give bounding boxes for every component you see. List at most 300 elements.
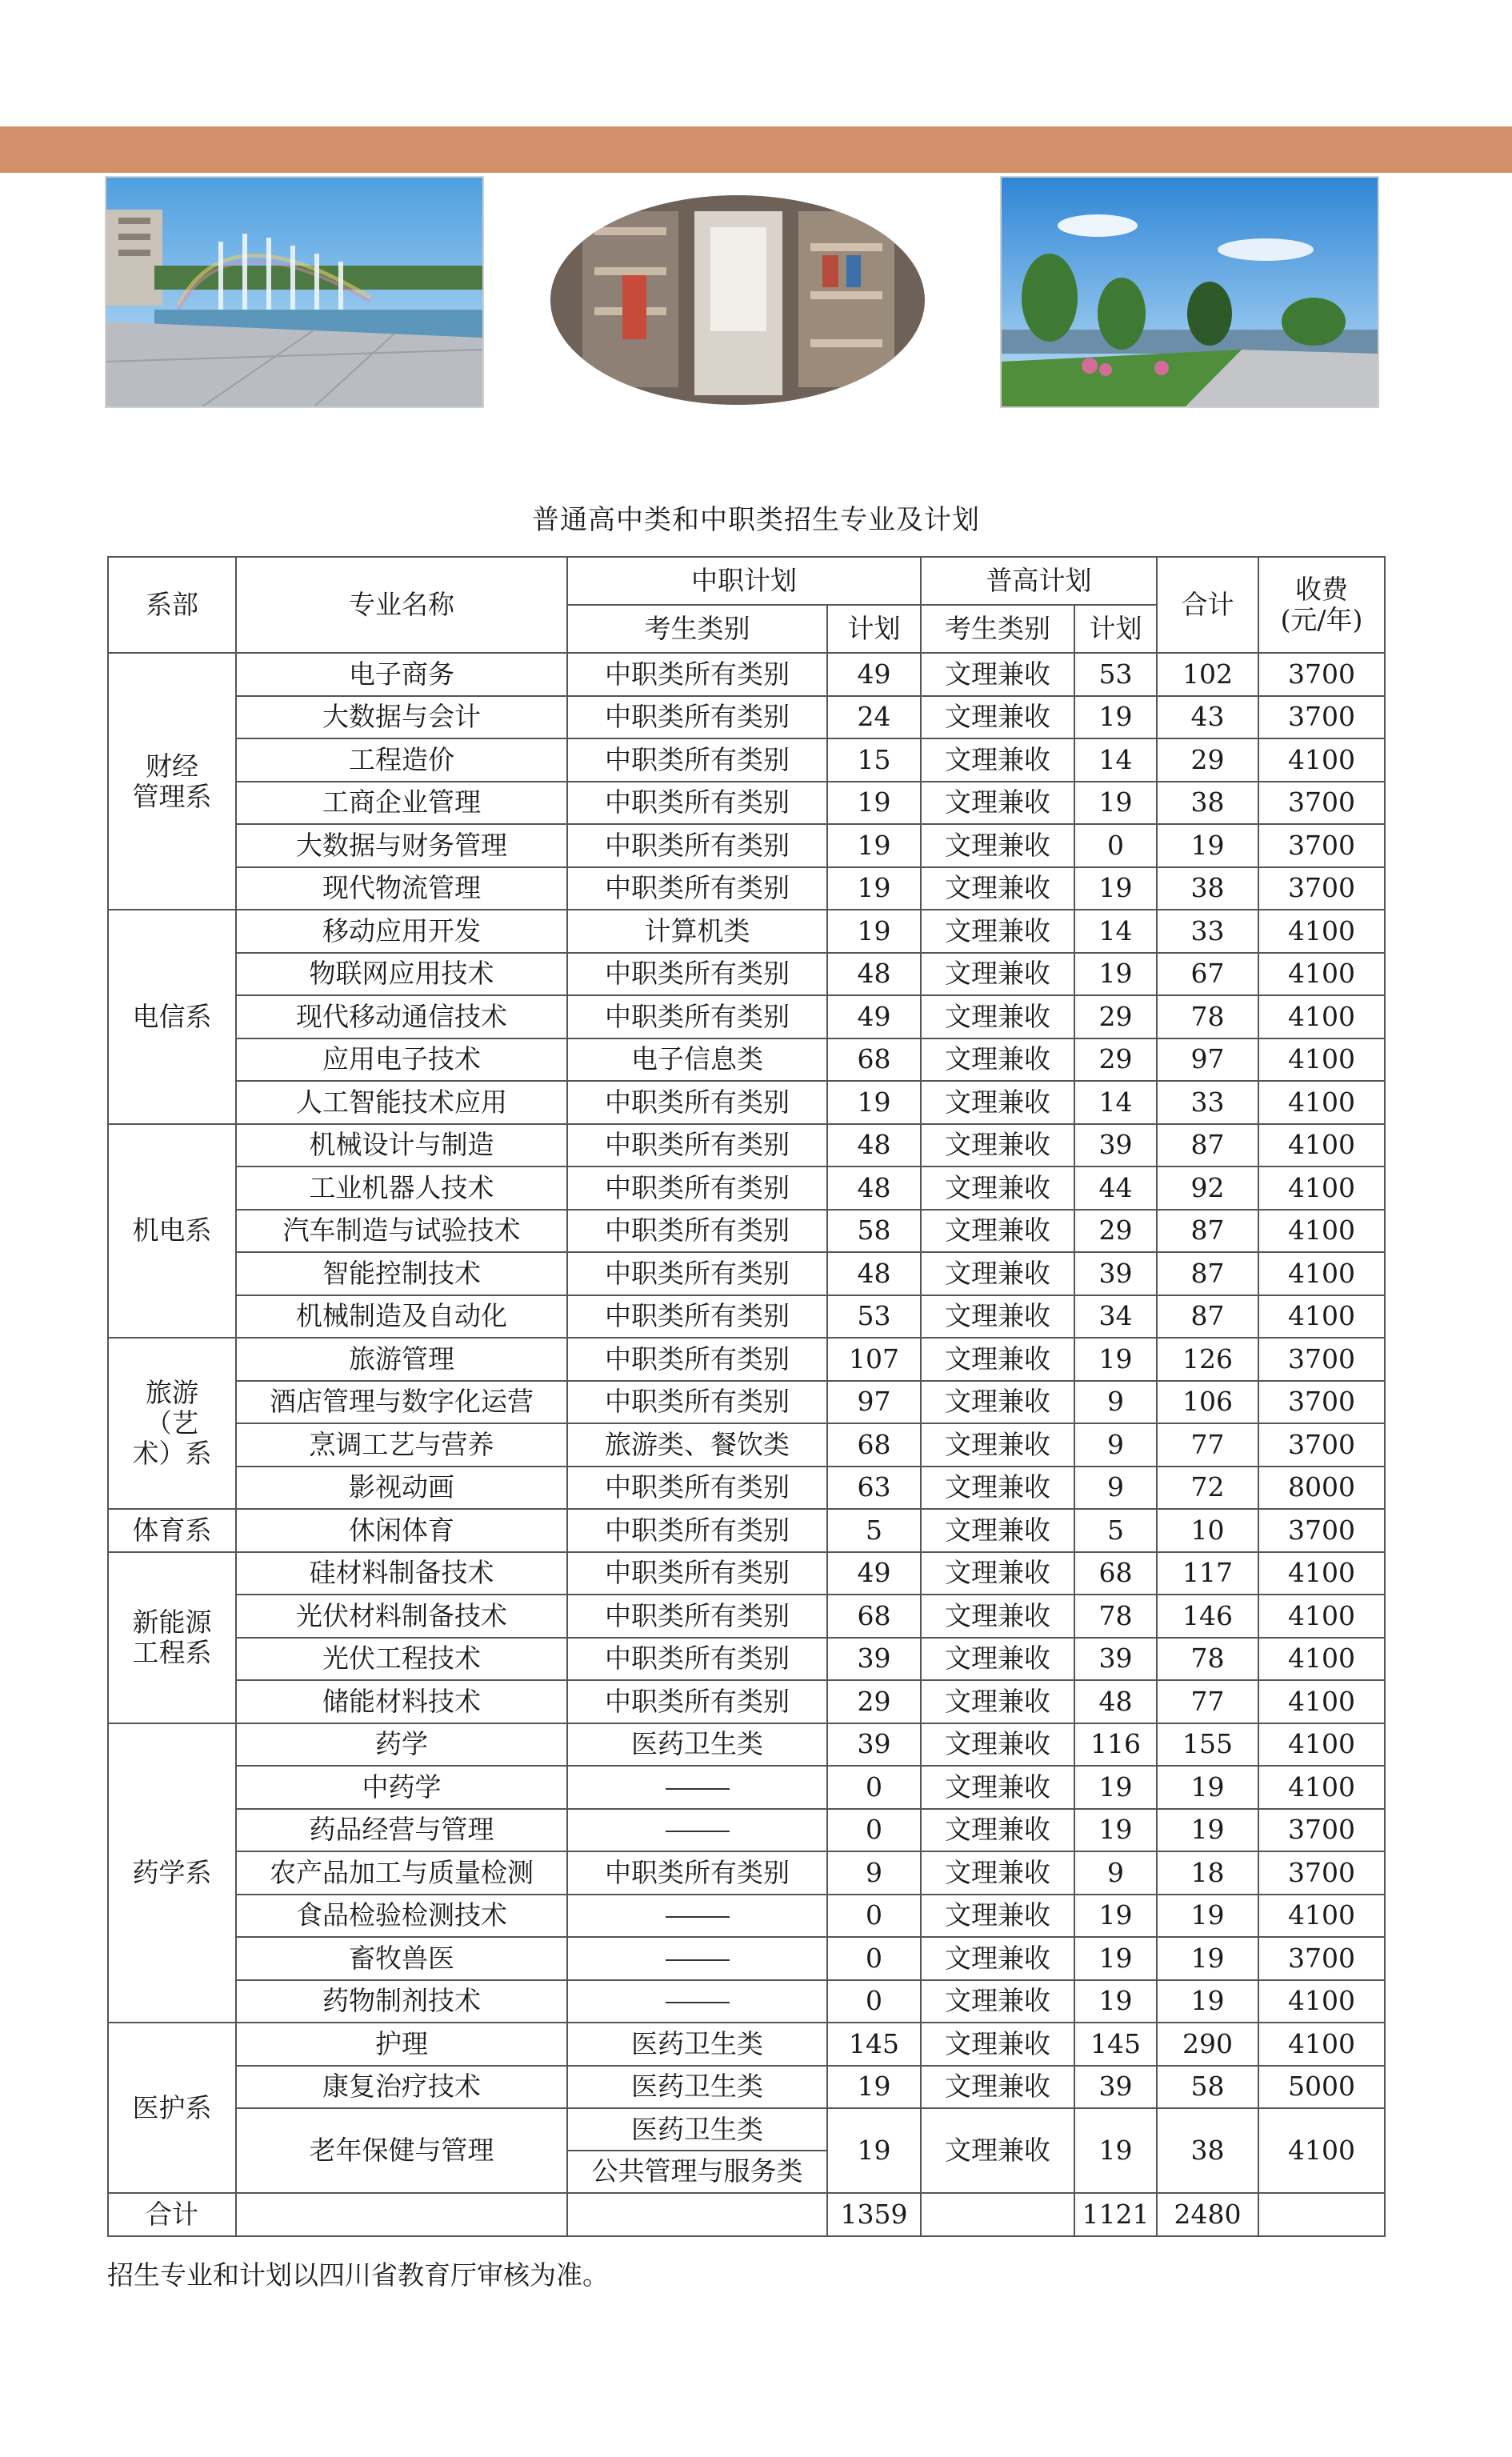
dept-name-line: 体育系 xyxy=(132,1514,212,1546)
zz-plan-cell: 53 xyxy=(827,1295,921,1339)
candidate-type-cell: 中职类所有类别 xyxy=(567,1295,827,1339)
major-cell: 物联网应用技术 xyxy=(236,953,567,996)
major-cell: 应用电子技术 xyxy=(236,1038,567,1082)
fee-cell: 4100 xyxy=(1258,1124,1385,1167)
pg-type-cell: 文理兼收 xyxy=(921,1338,1074,1381)
dept-name-line: 医护系 xyxy=(132,2091,212,2123)
candidate-type-cell: 中职类所有类别 xyxy=(567,696,827,739)
pg-type-cell: 文理兼收 xyxy=(921,1166,1074,1210)
major-cell: 护理 xyxy=(236,2023,567,2066)
dept-name-line: 旅游 xyxy=(146,1377,198,1409)
fee-cell: 4100 xyxy=(1258,1638,1385,1681)
major-cell: 烹调工艺与营养 xyxy=(236,1423,567,1467)
total-cell: 33 xyxy=(1157,910,1258,953)
header-dept: 系部 xyxy=(108,557,236,653)
total-cell: 72 xyxy=(1157,1467,1258,1510)
candidate-type-cell xyxy=(567,1895,827,1938)
zz-plan-cell: 49 xyxy=(827,1552,921,1595)
zz-plan-cell: 0 xyxy=(827,1895,921,1938)
pg-type-cell: 文理兼收 xyxy=(921,953,1074,996)
pg-type-cell: 文理兼收 xyxy=(921,1252,1074,1295)
pg-plan-cell: 78 xyxy=(1074,1595,1157,1638)
candidate-type-cell: 中职类所有类别 xyxy=(567,1509,827,1552)
zz-plan-cell: 145 xyxy=(827,2023,921,2066)
pg-type-cell: 文理兼收 xyxy=(921,696,1074,739)
pg-type-cell: 文理兼收 xyxy=(921,824,1074,867)
major-cell: 工业机器人技术 xyxy=(236,1166,567,1210)
total-cell: 19 xyxy=(1157,1766,1258,1809)
pg-plan-cell: 19 xyxy=(1074,1766,1157,1809)
fee-cell: 3700 xyxy=(1258,782,1385,825)
total-cell: 78 xyxy=(1157,995,1258,1038)
total-cell: 155 xyxy=(1157,1723,1258,1767)
pg-type-cell: 文理兼收 xyxy=(921,1680,1074,1723)
dash-placeholder xyxy=(666,1916,730,1918)
total-cell: 78 xyxy=(1157,1638,1258,1681)
fee-cell: 4100 xyxy=(1258,1166,1385,1210)
header-fee-line2: (元/年) xyxy=(1280,604,1363,635)
header-candidate-type: 考生类别 xyxy=(567,605,827,653)
pg-plan-cell: 19 xyxy=(1074,696,1157,739)
pg-plan-cell: 14 xyxy=(1074,910,1157,953)
pg-type-cell: 文理兼收 xyxy=(921,867,1074,910)
pg-plan-cell: 19 xyxy=(1074,867,1157,910)
total-cell: 117 xyxy=(1157,1552,1258,1595)
total-cell: 38 xyxy=(1157,2108,1258,2193)
candidate-type-cell: 中职类所有类别 xyxy=(567,1638,827,1681)
major-cell: 老年保健与管理 xyxy=(236,2108,567,2193)
major-cell: 电子商务 xyxy=(236,653,567,696)
pg-type-cell: 文理兼收 xyxy=(921,1467,1074,1510)
table-row xyxy=(108,1467,1385,1510)
dormitory-photo xyxy=(550,195,925,405)
major-cell: 工商企业管理 xyxy=(236,782,567,825)
total-cell: 97 xyxy=(1157,1038,1258,1082)
pg-plan-cell: 44 xyxy=(1074,1166,1157,1210)
major-cell: 食品检验检测技术 xyxy=(236,1895,567,1938)
table-row xyxy=(108,1937,1385,1980)
zz-plan-cell: 19 xyxy=(827,910,921,953)
pg-type-cell: 文理兼收 xyxy=(921,1937,1074,1980)
fee-cell: 4100 xyxy=(1258,1595,1385,1638)
totals-pg-plan: 1121 xyxy=(1074,2193,1157,2236)
major-cell: 酒店管理与数字化运营 xyxy=(236,1381,567,1424)
candidate-type-cell: 医药卫生类 xyxy=(567,2066,827,2109)
footnote: 招生专业和计划以四川省教育厅审核为准。 xyxy=(107,2259,609,2291)
candidate-type-cell: 电子信息类 xyxy=(567,1038,827,1082)
table-row xyxy=(108,738,1385,782)
total-cell: 290 xyxy=(1157,2023,1258,2066)
pg-type-cell: 文理兼收 xyxy=(921,1809,1074,1852)
zz-plan-cell: 48 xyxy=(827,1124,921,1167)
pg-type-cell: 文理兼收 xyxy=(921,1210,1074,1253)
fee-cell: 5000 xyxy=(1258,2066,1385,2109)
totals-row xyxy=(108,2193,1385,2236)
table-row xyxy=(108,1423,1385,1467)
pg-type-cell: 文理兼收 xyxy=(921,1295,1074,1339)
zz-plan-cell: 48 xyxy=(827,1166,921,1210)
pg-plan-cell: 39 xyxy=(1074,1252,1157,1295)
total-cell: 87 xyxy=(1157,1124,1258,1167)
major-cell: 现代物流管理 xyxy=(236,867,567,910)
fee-cell: 4100 xyxy=(1258,1552,1385,1595)
candidate-type-cell: 中职类所有类别 xyxy=(567,1381,827,1424)
candidate-type-cell: 中职类所有类别 xyxy=(567,1252,827,1295)
total-cell: 38 xyxy=(1157,867,1258,910)
zz-plan-cell: 19 xyxy=(827,824,921,867)
fee-cell: 4100 xyxy=(1258,2108,1385,2193)
table-row xyxy=(108,1723,1385,1767)
fee-cell: 4100 xyxy=(1258,1680,1385,1723)
major-cell: 畜牧兽医 xyxy=(236,1937,567,1980)
pg-plan-cell: 39 xyxy=(1074,2066,1157,2109)
total-cell: 102 xyxy=(1157,653,1258,696)
table-row xyxy=(108,1980,1385,2023)
fee-cell: 4100 xyxy=(1258,1038,1385,1082)
total-cell: 92 xyxy=(1157,1166,1258,1210)
pg-plan-cell: 9 xyxy=(1074,1381,1157,1424)
table-row xyxy=(108,1638,1385,1681)
major-cell: 现代移动通信技术 xyxy=(236,995,567,1038)
total-cell: 33 xyxy=(1157,1081,1258,1124)
dash-placeholder xyxy=(666,1788,730,1790)
zz-plan-cell: 0 xyxy=(827,1980,921,2023)
pg-plan-cell: 48 xyxy=(1074,1680,1157,1723)
pg-type-cell: 文理兼收 xyxy=(921,2066,1074,2109)
table-row xyxy=(108,1124,1385,1167)
table-row xyxy=(108,1851,1385,1895)
header-band xyxy=(0,126,1512,173)
major-cell: 智能控制技术 xyxy=(236,1252,567,1295)
dept-name-line: 电信系 xyxy=(132,1000,212,1032)
candidate-type-line: 医药卫生类 xyxy=(631,2114,763,2145)
dept-cell xyxy=(108,1509,236,1552)
candidate-type-cell xyxy=(567,1980,827,2023)
total-cell: 126 xyxy=(1157,1338,1258,1381)
pg-type-cell: 文理兼收 xyxy=(921,2108,1074,2193)
table-row xyxy=(108,782,1385,825)
fee-cell: 4100 xyxy=(1258,1252,1385,1295)
pg-plan-cell: 29 xyxy=(1074,1210,1157,1253)
fee-cell: 4100 xyxy=(1258,1723,1385,1767)
fee-cell: 3700 xyxy=(1258,1937,1385,1980)
pg-plan-cell: 19 xyxy=(1074,1809,1157,1852)
table-body xyxy=(108,653,1385,2193)
fee-cell: 3700 xyxy=(1258,1851,1385,1895)
dept-name-line: 机电系 xyxy=(132,1214,212,1247)
candidate-type-cell: 中职类所有类别 xyxy=(567,738,827,782)
fee-cell: 4100 xyxy=(1258,1895,1385,1938)
candidate-type-cell: 中职类所有类别 xyxy=(567,953,827,996)
dept-name-line: 新能源 xyxy=(132,1606,212,1638)
zz-plan-cell: 9 xyxy=(827,1851,921,1895)
pg-plan-cell: 19 xyxy=(1074,782,1157,825)
major-cell: 光伏材料制备技术 xyxy=(236,1595,567,1638)
table-row xyxy=(108,1081,1385,1124)
major-cell: 药学 xyxy=(236,1723,567,1767)
pg-type-cell: 文理兼收 xyxy=(921,1595,1074,1638)
candidate-type-cell xyxy=(567,2108,827,2193)
candidate-type-cell xyxy=(567,1809,827,1852)
totals-total: 2480 xyxy=(1157,2193,1258,2236)
pg-plan-cell: 19 xyxy=(1074,1338,1157,1381)
pg-type-cell: 文理兼收 xyxy=(921,1723,1074,1767)
total-cell: 87 xyxy=(1157,1210,1258,1253)
table-row xyxy=(108,1210,1385,1253)
zz-plan-cell: 24 xyxy=(827,696,921,739)
table-row xyxy=(108,2108,1385,2193)
candidate-type-cell: 中职类所有类别 xyxy=(567,782,827,825)
table-row xyxy=(108,1295,1385,1339)
table-row xyxy=(108,910,1385,953)
zz-plan-cell: 97 xyxy=(827,1381,921,1424)
totals-zz-plan: 1359 xyxy=(827,2193,921,2236)
major-cell: 工程造价 xyxy=(236,738,567,782)
pg-plan-cell: 19 xyxy=(1074,1980,1157,2023)
candidate-type-cell: 计算机类 xyxy=(567,910,827,953)
fee-cell: 3700 xyxy=(1258,824,1385,867)
zz-plan-cell: 19 xyxy=(827,782,921,825)
major-cell: 影视动画 xyxy=(236,1467,567,1510)
candidate-type-cell: 中职类所有类别 xyxy=(567,1210,827,1253)
zz-plan-cell: 39 xyxy=(827,1723,921,1767)
header-total: 合计 xyxy=(1157,557,1258,653)
pg-plan-cell: 9 xyxy=(1074,1467,1157,1510)
zz-plan-cell: 49 xyxy=(827,995,921,1038)
pg-plan-cell: 9 xyxy=(1074,1851,1157,1895)
fee-cell: 4100 xyxy=(1258,1295,1385,1339)
header-plan-2: 计划 xyxy=(1074,605,1157,653)
pg-plan-cell: 0 xyxy=(1074,824,1157,867)
zz-plan-cell: 0 xyxy=(827,1809,921,1852)
zz-plan-cell: 19 xyxy=(827,867,921,910)
table-row xyxy=(108,1595,1385,1638)
candidate-type-cell: 中职类所有类别 xyxy=(567,1081,827,1124)
header-fee xyxy=(1258,557,1385,653)
totals-empty-type-2 xyxy=(921,2193,1074,2236)
total-cell: 19 xyxy=(1157,1980,1258,2023)
pg-type-cell: 文理兼收 xyxy=(921,653,1074,696)
candidate-type-cell: 中职类所有类别 xyxy=(567,995,827,1038)
dept-name-line: 财经 xyxy=(146,750,198,782)
pg-plan-cell: 116 xyxy=(1074,1723,1157,1767)
pg-type-cell: 文理兼收 xyxy=(921,738,1074,782)
dash-placeholder xyxy=(666,2002,730,2003)
fee-cell: 4100 xyxy=(1258,1766,1385,1809)
pg-plan-cell: 145 xyxy=(1074,2023,1157,2066)
major-cell: 药品经营与管理 xyxy=(236,1809,567,1852)
dept-cell xyxy=(108,1124,236,1339)
dept-name-line: 药学系 xyxy=(132,1856,212,1888)
candidate-type-cell: 中职类所有类别 xyxy=(567,1680,827,1723)
fee-cell: 4100 xyxy=(1258,1980,1385,2023)
dept-cell xyxy=(108,1552,236,1723)
zz-plan-cell: 19 xyxy=(827,1081,921,1124)
table-row xyxy=(108,696,1385,739)
pg-type-cell: 文理兼收 xyxy=(921,1081,1074,1124)
fee-cell: 3700 xyxy=(1258,1423,1385,1467)
header-zhongzhi-plan: 中职计划 xyxy=(567,557,921,605)
fee-cell: 4100 xyxy=(1258,995,1385,1038)
totals-empty-major xyxy=(236,2193,567,2236)
pg-type-cell: 文理兼收 xyxy=(921,1038,1074,1082)
total-cell: 19 xyxy=(1157,1895,1258,1938)
major-cell: 移动应用开发 xyxy=(236,910,567,953)
fee-cell: 4100 xyxy=(1258,2023,1385,2066)
totals-empty-type xyxy=(567,2193,827,2236)
dept-name-line: （艺 xyxy=(146,1407,198,1439)
pg-type-cell: 文理兼收 xyxy=(921,1638,1074,1681)
table-row xyxy=(108,1766,1385,1809)
candidate-type-cell: 中职类所有类别 xyxy=(567,1552,827,1595)
total-cell: 146 xyxy=(1157,1595,1258,1638)
dept-name-line: 管理系 xyxy=(132,780,212,812)
pg-type-cell: 文理兼收 xyxy=(921,1851,1074,1895)
table-row xyxy=(108,2066,1385,2109)
fee-cell: 8000 xyxy=(1258,1467,1385,1510)
dept-cell xyxy=(108,2023,236,2193)
header-plan: 计划 xyxy=(827,605,921,653)
zz-plan-cell: 0 xyxy=(827,1766,921,1809)
header-candidate-type-2: 考生类别 xyxy=(921,605,1074,653)
pg-plan-cell: 9 xyxy=(1074,1423,1157,1467)
zz-plan-cell: 58 xyxy=(827,1210,921,1253)
table-row xyxy=(108,1680,1385,1723)
pg-type-cell: 文理兼收 xyxy=(921,1980,1074,2023)
zz-plan-cell: 107 xyxy=(827,1338,921,1381)
header-major: 专业名称 xyxy=(236,557,567,653)
enrollment-plan-table xyxy=(107,556,1386,2237)
zz-plan-cell: 49 xyxy=(827,653,921,696)
candidate-type-cell: 旅游类、餐饮类 xyxy=(567,1423,827,1467)
major-cell: 中药学 xyxy=(236,1766,567,1809)
total-cell: 58 xyxy=(1157,2066,1258,2109)
total-cell: 19 xyxy=(1157,824,1258,867)
zz-plan-cell: 48 xyxy=(827,1252,921,1295)
header-row xyxy=(108,557,1385,605)
candidate-type-cell: 中职类所有类别 xyxy=(567,867,827,910)
major-cell: 人工智能技术应用 xyxy=(236,1081,567,1124)
candidate-type-cell: 中职类所有类别 xyxy=(567,1166,827,1210)
fee-cell: 4100 xyxy=(1258,1081,1385,1124)
table-row xyxy=(108,824,1385,867)
dash-placeholder xyxy=(666,1831,730,1832)
pg-type-cell: 文理兼收 xyxy=(921,2023,1074,2066)
zz-plan-cell: 68 xyxy=(827,1595,921,1638)
pg-type-cell: 文理兼收 xyxy=(921,1509,1074,1552)
fee-cell: 4100 xyxy=(1258,910,1385,953)
total-cell: 38 xyxy=(1157,782,1258,825)
campus-fountain-photo xyxy=(105,176,484,408)
pg-type-cell: 文理兼收 xyxy=(921,1895,1074,1938)
pg-plan-cell: 14 xyxy=(1074,1081,1157,1124)
dash-placeholder xyxy=(666,1959,730,1961)
total-cell: 43 xyxy=(1157,696,1258,739)
table-row xyxy=(108,1038,1385,1082)
header-pugao-plan: 普高计划 xyxy=(921,557,1157,605)
total-cell: 29 xyxy=(1157,738,1258,782)
dept-cell xyxy=(108,910,236,1124)
total-cell: 10 xyxy=(1157,1509,1258,1552)
table-row xyxy=(108,653,1385,696)
pg-plan-cell: 39 xyxy=(1074,1124,1157,1167)
pg-type-cell: 文理兼收 xyxy=(921,782,1074,825)
dept-name-line: 术）系 xyxy=(132,1437,212,1469)
fee-cell: 3700 xyxy=(1258,1381,1385,1424)
total-cell: 87 xyxy=(1157,1295,1258,1339)
pg-plan-cell: 19 xyxy=(1074,2108,1157,2193)
total-cell: 19 xyxy=(1157,1937,1258,1980)
dept-cell xyxy=(108,1723,236,2023)
fee-cell: 3700 xyxy=(1258,1509,1385,1552)
total-cell: 18 xyxy=(1157,1851,1258,1895)
table-row xyxy=(108,995,1385,1038)
campus-road-photo xyxy=(1000,176,1379,408)
pg-type-cell: 文理兼收 xyxy=(921,1381,1074,1424)
table-row xyxy=(108,1166,1385,1210)
zz-plan-cell: 0 xyxy=(827,1937,921,1980)
zz-plan-cell: 68 xyxy=(827,1038,921,1082)
candidate-type-cell: 中职类所有类别 xyxy=(567,1124,827,1167)
major-cell: 储能材料技术 xyxy=(236,1680,567,1723)
zz-plan-cell: 39 xyxy=(827,1638,921,1681)
fee-cell: 3700 xyxy=(1258,867,1385,910)
candidate-type-cell: 中职类所有类别 xyxy=(567,1467,827,1510)
total-cell: 67 xyxy=(1157,953,1258,996)
major-cell: 大数据与会计 xyxy=(236,696,567,739)
candidate-type-line: 公共管理与服务类 xyxy=(568,2150,826,2191)
major-cell: 机械制造及自动化 xyxy=(236,1295,567,1339)
pg-type-cell: 文理兼收 xyxy=(921,910,1074,953)
major-cell: 汽车制造与试验技术 xyxy=(236,1210,567,1253)
fee-cell: 4100 xyxy=(1258,738,1385,782)
table-row xyxy=(108,1252,1385,1295)
candidate-type-cell: 中职类所有类别 xyxy=(567,1595,827,1638)
table-row xyxy=(108,1809,1385,1852)
major-cell: 光伏工程技术 xyxy=(236,1638,567,1681)
pg-plan-cell: 53 xyxy=(1074,653,1157,696)
major-cell: 休闲体育 xyxy=(236,1509,567,1552)
zz-plan-cell: 68 xyxy=(827,1423,921,1467)
candidate-type-cell: 医药卫生类 xyxy=(567,1723,827,1767)
table-row xyxy=(108,953,1385,996)
fee-cell: 3700 xyxy=(1258,696,1385,739)
total-cell: 77 xyxy=(1157,1680,1258,1723)
pg-plan-cell: 39 xyxy=(1074,1638,1157,1681)
pg-type-cell: 文理兼收 xyxy=(921,1423,1074,1467)
table-row xyxy=(108,1509,1385,1552)
total-cell: 19 xyxy=(1157,1809,1258,1852)
pg-plan-cell: 19 xyxy=(1074,953,1157,996)
total-cell: 106 xyxy=(1157,1381,1258,1424)
zz-plan-cell: 29 xyxy=(827,1680,921,1723)
header-fee-line1: 收费 xyxy=(1295,574,1348,606)
major-cell: 机械设计与制造 xyxy=(236,1124,567,1167)
dept-name-line: 工程系 xyxy=(132,1636,212,1668)
candidate-type-cell: 中职类所有类别 xyxy=(567,824,827,867)
candidate-type-cell: 医药卫生类 xyxy=(567,2023,827,2066)
zz-plan-cell: 15 xyxy=(827,738,921,782)
major-cell: 大数据与财务管理 xyxy=(236,824,567,867)
fee-cell: 4100 xyxy=(1258,953,1385,996)
pg-type-cell: 文理兼收 xyxy=(921,995,1074,1038)
fee-cell: 3700 xyxy=(1258,653,1385,696)
table-row xyxy=(108,1895,1385,1938)
major-cell: 旅游管理 xyxy=(236,1338,567,1381)
zz-plan-cell: 63 xyxy=(827,1467,921,1510)
pg-type-cell: 文理兼收 xyxy=(921,1124,1074,1167)
table-row xyxy=(108,1381,1385,1424)
